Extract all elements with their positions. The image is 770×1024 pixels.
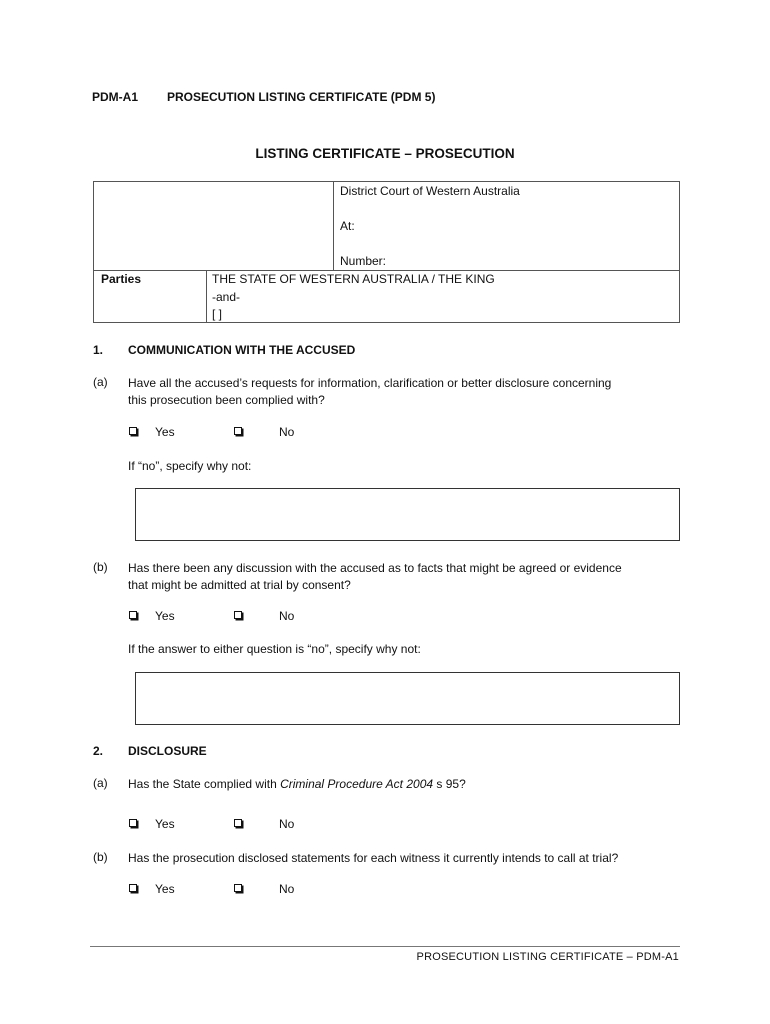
question-1b-label: (b) [93,560,108,574]
form-header-title: PROSECUTION LISTING CERTIFICATE (PDM 5) [167,90,436,104]
act-name: Criminal Procedure Act 2004 [280,777,434,791]
footer-divider [90,946,680,947]
question-1b-line-2: that might be admitted at trial by consent? [128,578,351,592]
yes-label: Yes [155,425,175,439]
case-info-table [93,181,680,323]
no-checkbox[interactable] [234,427,242,435]
section-2-title: DISCLOSURE [128,744,207,758]
at-field[interactable]: At: [340,219,355,233]
document-title: LISTING CERTIFICATE – PROSECUTION [255,146,515,161]
answer-1a-textbox[interactable] [135,488,680,541]
question-2a-label: (a) [93,776,108,790]
question-2b-text: Has the prosecution disclosed statements for each witness it currently intends to call at trial? [128,851,619,865]
table-divider [333,182,334,271]
no-label: No [279,817,295,831]
question-1a-line-1: Have all the accused’s requests for information, clarification or better disclosure concerning [128,376,612,390]
yes-label: Yes [155,882,175,896]
table-divider [206,271,207,323]
no-label: No [279,882,295,896]
no-checkbox[interactable] [234,819,242,827]
section-1-title: COMMUNICATION WITH THE ACCUSED [128,343,356,357]
accused-name-field[interactable]: [ ] [212,307,223,321]
answer-1b-textbox[interactable] [135,672,680,725]
yes-label: Yes [155,817,175,831]
court-name: District Court of Western Australia [340,184,520,198]
question-1b-followup: If the answer to either question is “no”, specify why not: [128,642,421,656]
form-code: PDM-A1 [92,90,139,104]
yes-checkbox[interactable] [129,427,137,435]
parties-line-2: -and- [212,290,241,304]
yes-checkbox[interactable] [129,611,137,619]
question-1a-line-2: this prosecution been complied with? [128,393,325,407]
no-checkbox[interactable] [234,884,242,892]
number-field[interactable]: Number: [340,254,387,268]
question-2b-label: (b) [93,850,108,864]
no-label: No [279,609,295,623]
footer-text: PROSECUTION LISTING CERTIFICATE – PDM-A1 [416,951,679,963]
question-1a-followup: If “no”, specify why not: [128,459,252,473]
yes-checkbox[interactable] [129,819,137,827]
section-1-number: 1. [93,343,104,357]
question-1b-line-1: Has there been any discussion with the accused as to facts that might be agreed or evidence [128,561,622,575]
parties-line-1: THE STATE OF WESTERN AUSTRALIA / THE KING [212,272,495,286]
parties-label: Parties [101,272,142,286]
no-label: No [279,425,295,439]
no-checkbox[interactable] [234,611,242,619]
question-1a-label: (a) [93,375,108,389]
section-2-number: 2. [93,744,104,758]
yes-label: Yes [155,609,175,623]
question-2a-text: Has the State complied with Criminal Procedure Act 2004 s 95? [128,777,466,791]
yes-checkbox[interactable] [129,884,137,892]
